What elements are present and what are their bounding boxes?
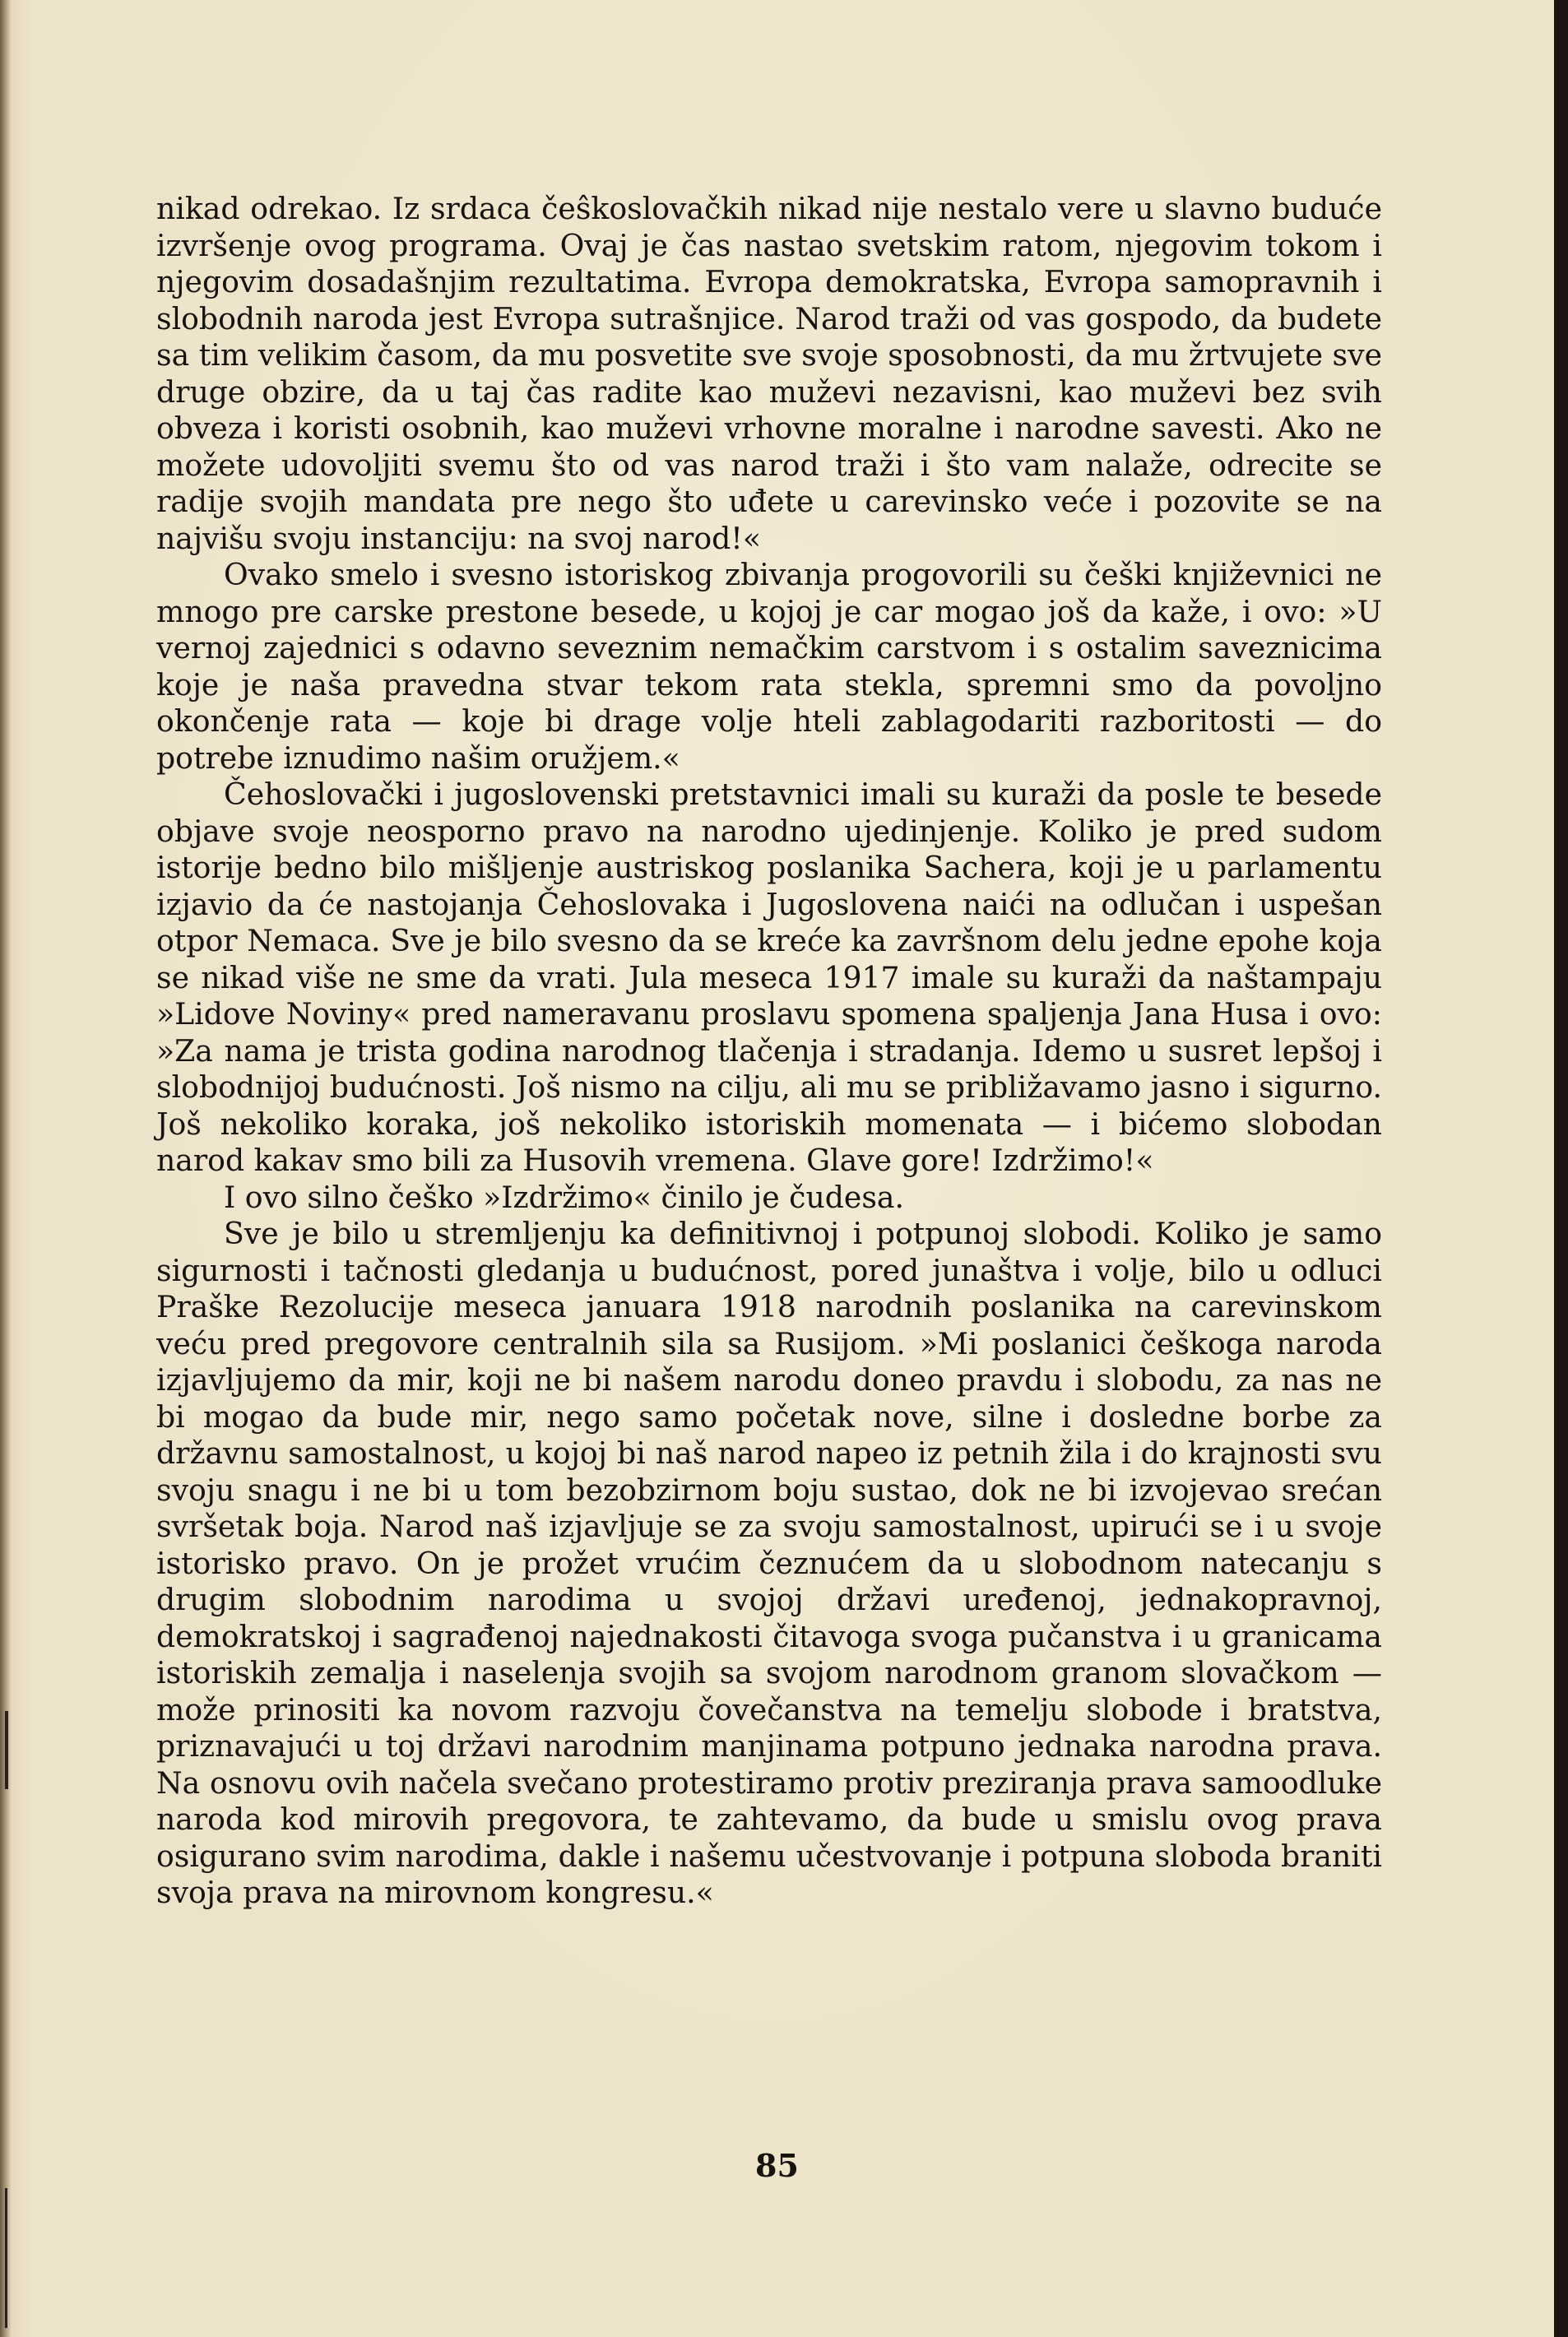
paragraph-5: Sve je bilo u stremljenju ka definitivnoj i potpunoj slobodi. Koliko je samo sigurnosti i tačnosti gledanja u budućnost, pored junaštva i volje, bilo u odluci Praške Rezolucije meseca januara 1918 narodnih poslanika na carevinskom veću pred pregovore centralnih sila sa Rusijom. »Mi poslanici češkoga naroda izjavljujemo da mir, koji ne bi našem narodu doneo pravdu i slobodu, za nas ne bi mogao da bude mir, nego samo početak nove, silne i dosledne borbe za državnu samostalnost, u kojoj bi naš narod napeo iz petnih žila i do krajnosti svu svoju snagu i ne bi u tom bezobzirnom boju sustao, dok ne bi izvojevao srećan svršetak boja. Narod naš izjavljuje se za svoju samostalnost, upirući se i u svoje istorisko pravo. On je prožet vrućim čeznućem da u slobodnom natecanju s drugim slobodnim narodima u svojoj državi uređenoj, jednakopravnoj, demokratskoj i sagrađenoj najednakosti čitavoga svoga pučanstva i u granicama istoriskih zemalja i naselenja svojih sa svojom narodnom granom slovačkom — može prinositi ka novom razvoju čovečanstva na temelju slobode i bratstva, priznavajući u toj državi narodnim manjinama potpuno jednaka narodna prava. Na osnovu ovih načela svečano protestiramo protiv preziranja prava samoodluke naroda kod mirovih pregovora, te zahtevamo, da bude u smislu ovog prava osigurano svim narodima, dakle i našemu učestvovanje i potpuna sloboda braniti svoja prava na mirovnom kongresu.« bbox=[156, 1216, 1382, 1910]
binding-mark bbox=[5, 1711, 8, 1789]
paragraph-2: Ovako smelo i svesno istoriskog zbivanja progovorili su češki književnici ne mnogo pre carske prestone besede, u kojoj je car mogao još da kaže, i ovo: »U vernoj zajednici s odavno seveznim nemačkim carstvom i s ostalim saveznicima koje je naša pravedna stvar tekom rata stekla, spremni smo da povoljno okončenje rata — koje bi drage volje hteli zablagodariti razboritosti — do potrebe iznudimo našim oružjem.« bbox=[156, 557, 1382, 776]
page-binding-edge bbox=[0, 0, 12, 2337]
paragraph-3: Čehoslovački i jugoslovenski pretstavnici imali su kuraži da posle te besede objave svoje neosporno pravo na narodno ujedinjenje. Koliko je pred sudom istorije bedno bilo mišljenje austriskog poslanika Sachera, koji je u parlamentu izjavio da će nastojanja Čehoslovaka i Jugoslovena naići na odlučan i uspešan otpor Nemaca. Sve je bilo svesno da se kreće ka završnom delu jedne epohe koja se nikad više ne sme da vrati. Jula meseca 1917 imale su kuraži da naštampaju »Lidove Noviny« pred nameravanu proslavu spomena spaljenja Jana Husa i ovo: »Za nama je trista godina narodnog tlačenja i stradanja. Idemo u susret lepšoj i slobodnijoj budućnosti. Još nismo na cilju, ali mu se približavamo jasno i sigurno. Još nekoliko koraka, još nekoliko istoriskih momenata — i bićemo slobodan narod kakav smo bili za Husovih vremena. Glave gore! Izdržimo!« bbox=[156, 777, 1382, 1178]
body-text bbox=[156, 191, 1382, 2107]
page-number: 85 bbox=[755, 2147, 799, 2184]
paragraph-1: nikad odrekao. Iz srdaca čeŝkoslovačkih nikad nije nestalo vere u slavno buduće izvršenje ovog programa. Ovaj je čas nastao svetskim ratom, njegovim tokom i njegovim dosadašnjim rezultatima. Evropa demokratska, Evropa samopravnih i slobodnih naroda jest Evropa sutrašnjice. Narod traži od vas gospodo, da budete sa tim velikim časom, da mu posvetite sve svoje sposobnosti, da mu žrtvujete sve druge obzire, da u taj čas radite kao muževi nezavisni, kao muževi bez svih obveza i koristi osobnih, kao muževi vrhovne moralne i narodne savesti. Ako ne možete udovoljiti svemu što od vas narod traži i što vam nalaže, odrecite se radije svojih mandata pre nego što uđete u carevinsko veće i pozovite se na najvišu svoju instanciju: na svoj narod!« bbox=[156, 191, 1382, 556]
binding-mark bbox=[5, 2188, 16, 2328]
paragraph-4: I ovo silno češko »Izdržimo« činilo je čudesa. bbox=[224, 1179, 904, 1215]
